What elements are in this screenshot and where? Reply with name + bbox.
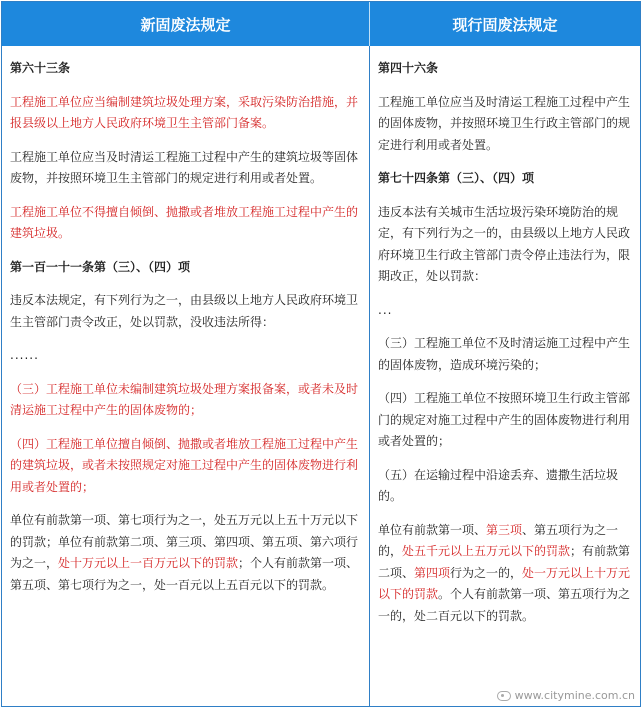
article-title: 第一百一十一条第（三）、（四）项 bbox=[10, 259, 191, 274]
text-span-highlighted: 处一万元以上十万元以下的罚款 bbox=[378, 565, 631, 601]
article-title: 第七十四条第（三）、（四）项 bbox=[378, 171, 535, 185]
text-span: 。个人有前款第一项、第五项行为之一的，处二百元以下的罚款。 bbox=[378, 587, 631, 623]
header-new-law: 新固废法规定 bbox=[2, 2, 370, 46]
paragraph: （四）工程施工单位不按照环境卫生行政主管部门的规定对施工过程中产生的固体废物进行利用或者处置的； bbox=[378, 391, 631, 448]
ellipsis: ... bbox=[378, 302, 393, 317]
article-title: 第六十三条 bbox=[10, 61, 71, 75]
text-span-highlighted: 处十万元以上一百万元以下的罚款 bbox=[58, 556, 239, 570]
paragraph-highlighted: （四）工程施工单位擅自倾倒、抛撒或者堆放工程施工过程中产生的建筑垃圾，或者未按照规定对施工过程中产生的固体废物进行利用或者处置的； bbox=[10, 436, 359, 494]
paragraph-highlighted: （三）工程施工单位未编制建筑垃圾处理方案报备案，或者未及时清运施工过程中产生的固体废物的； bbox=[10, 381, 359, 417]
text-span-highlighted: 处五千元以上五万元以下的罚款 bbox=[402, 544, 571, 558]
text-span-highlighted: 第四项 bbox=[414, 565, 451, 580]
text-span: 、第五项行为之一的， bbox=[378, 522, 619, 558]
table-body-row bbox=[2, 46, 640, 706]
paragraph: （五）在运输过程中沿途丢弃、遗撒生活垃圾的。 bbox=[378, 467, 619, 503]
watermark-text: www.citymine.com.cn bbox=[514, 689, 635, 702]
paragraph: 工程施工单位应当及时清运工程施工过程中产生的建筑垃圾等固体废物，并按照环境卫生主管部门的规定进行利用或者处置。 bbox=[10, 149, 359, 185]
paragraph: （三）工程施工单位不及时清运施工过程中产生的固体废物，造成环境污染的； bbox=[378, 336, 631, 372]
ellipsis: ...... bbox=[10, 348, 39, 362]
paragraph-highlighted: 工程施工单位不得擅自倾倒、抛撒或者堆放工程施工过程中产生的建筑垃圾。 bbox=[10, 204, 359, 240]
paragraph-highlighted: 工程施工单位应当编制建筑垃圾处理方案，采取污染防治措施，并报县级以上地方人民政府环境卫生主管部门备案。 bbox=[10, 94, 359, 130]
table-header-row bbox=[2, 2, 640, 46]
paragraph: 违反本法有关城市生活垃圾污染环境防治的规定，有下列行为之一的，由县级以上地方人民政府环境卫生行政主管部门责令停止违法行为，限期改正，处以罚款： bbox=[378, 204, 631, 283]
text-span: 单位有前款第一项、第七项行为之一，处五万元以上五十万元以下的罚款；单位有前款第二项、第三项、第四项、第五项、第六项行为之一， bbox=[10, 513, 359, 570]
article-title: 第四十六条 bbox=[378, 61, 439, 75]
text-span: 行为之一的， bbox=[450, 565, 523, 580]
watermark bbox=[497, 689, 635, 702]
text-span-highlighted: 第三项 bbox=[486, 522, 523, 537]
text-span: 单位有前款第一项、 bbox=[378, 522, 487, 537]
penalty-paragraph bbox=[378, 520, 632, 628]
penalty-paragraph bbox=[10, 510, 361, 596]
wechat-icon bbox=[497, 691, 511, 701]
paragraph: 工程施工单位应当及时清运工程施工过程中产生的固体废物，并按照环境卫生行政主管部门的规定进行利用或者处置。 bbox=[378, 94, 631, 152]
new-law-column bbox=[2, 46, 370, 706]
text-span: ；个人有前款第一项、第五项、第七项行为之一，处一百元以上五百元以下的罚款。 bbox=[10, 556, 359, 592]
comparison-table bbox=[1, 1, 641, 707]
text-span: ；有前款第二项、 bbox=[378, 544, 631, 580]
paragraph: 违反本法规定，有下列行为之一，由县级以上地方人民政府环境卫生主管部门责令改正，处以罚款，没收违法所得： bbox=[10, 293, 359, 329]
header-current-law: 现行固废法规定 bbox=[370, 2, 640, 46]
current-law-column bbox=[370, 46, 640, 706]
